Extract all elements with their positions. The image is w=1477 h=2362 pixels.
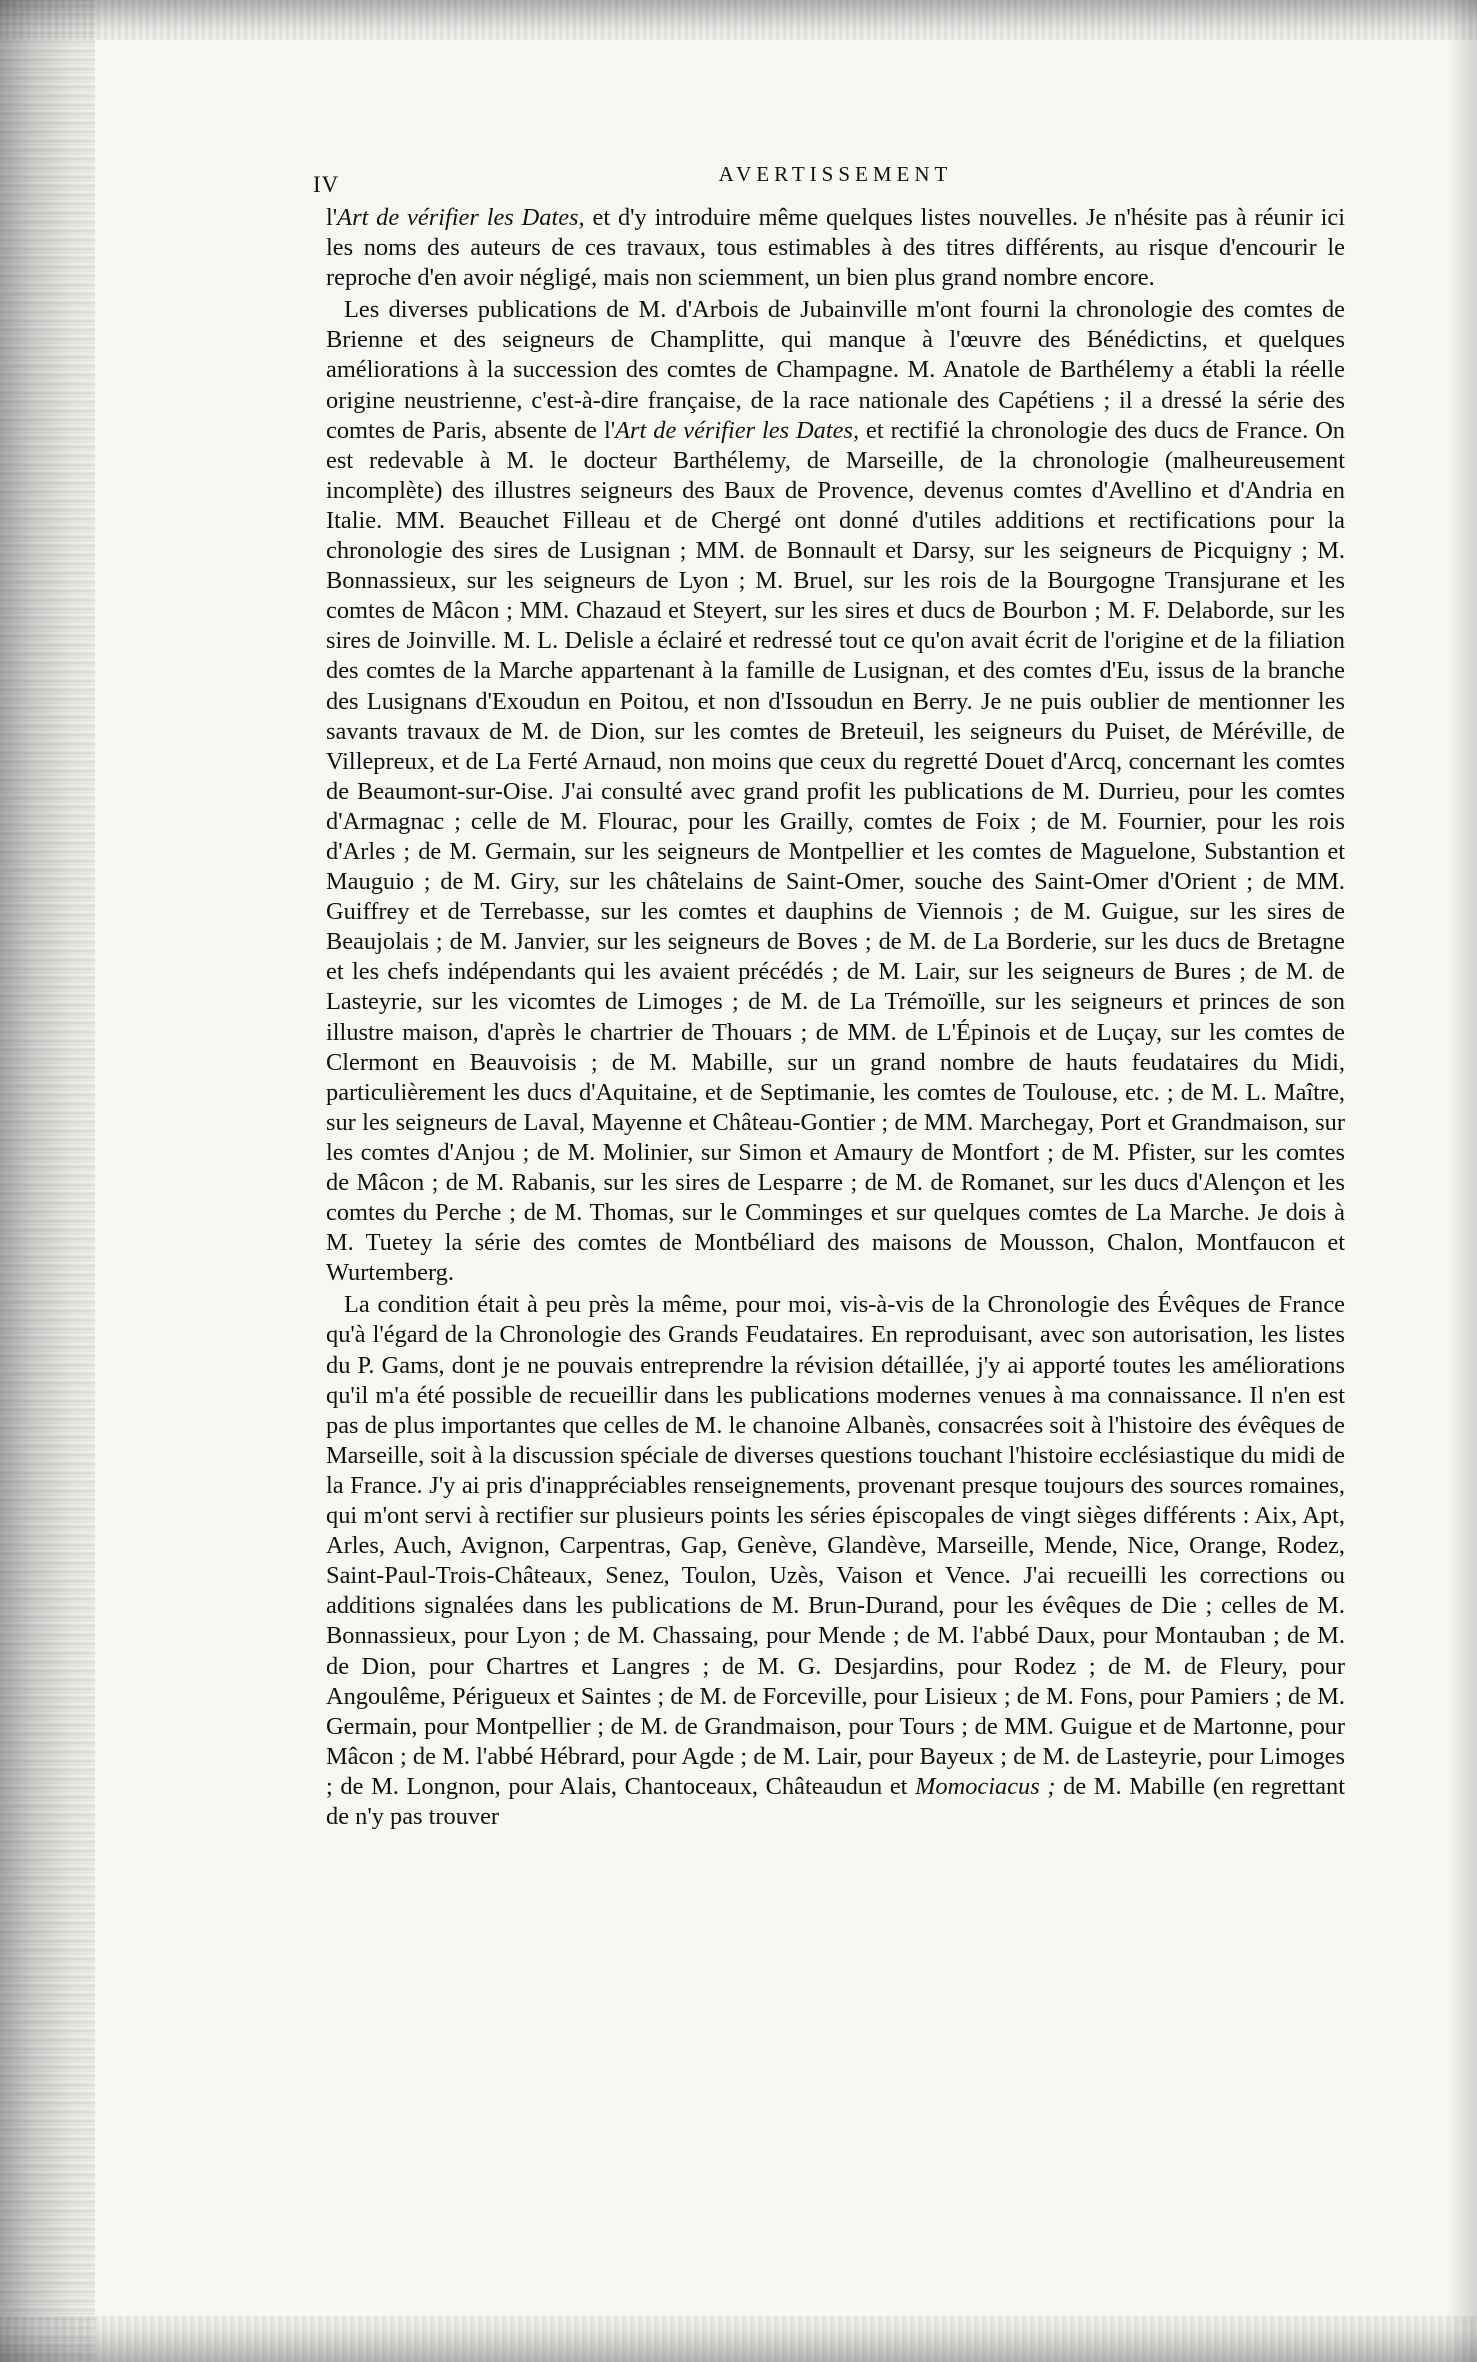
scan-edge-top (0, 0, 1477, 40)
text-run: de M. Mabille (en regrettant de n'y pas trouver (326, 1772, 1345, 1830)
text-run: et rectifié la chronologie des ducs de France. On est redevable à M. le docteur Barthélemy, de Marseille, de la chronologie (malheureusement incomplète) des illustres seigneurs des Baux de Provence, devenus comtes d'Avellino et d'Andria en Italie. MM. Beauchet Filleau et de Chergé ont donné d'utiles additions et rectifications pour la chronologie des sires de Lusignan ; MM. de Bonnault et Darsy, sur les seigneurs de Picquigny ; M. Bonnassieux, sur les seigneurs de Lyon ; M. Bruel, sur les rois de la Bourgogne Transjurane et les comtes de Mâcon ; MM. Chazaud et Steyert, sur les sires et ducs de Bourbon ; M. F. Delaborde, sur les sires de Joinville. M. L. Delisle a éclairé et redressé tout ce qu'on avait écrit de l'origine et de la filiation des comtes de la Marche appartenant à la famille de Lusignan, et des comtes d'Eu, issus de la branche des Lusignans d'Exoudun en Poitou, et non d'Issoudun en Berry. Je ne puis oublier de mentionner les savants travaux de M. de Dion, sur les comtes de Breteuil, les seigneurs du Puiset, de Méréville, de Villepreux, et de La Ferté Arnaud, non moins que ceux du regretté Douet d'Arcq, concernant les comtes de Beaumont-sur-Oise. J'ai consulté avec grand profit les publications de M. Durrieu, pour les comtes d'Armagnac ; celle de M. Flourac, pour les Grailly, comtes de Foix ; de M. Fournier, pour les rois d'Arles ; de M. Germain, sur les seigneurs de Montpellier et les comtes de Maguelone, Substantion et Mauguio ; de M. Giry, sur les châtelains de Saint-Omer, souche des Saint-Omer d'Orient ; de MM. Guiffrey et de Terrebasse, sur les comtes et dauphins de Viennois ; de M. Guigue, sur les sires de Beaujolais ; de M. Janvier, sur les seigneurs de Boves ; de M. de La Borderie, sur les ducs de Bretagne et les chefs indépendants qui les avaient précédés ; de M. Lair, sur les seigneurs de Bures ; de M. de Lasteyrie, sur les vicomtes de Limoges ; de M. de La Trémoïlle, sur les seigneurs et princes de son illustre maison, d'après le chartrier de Thouars ; de MM. de L'Épinois et de Luçay, sur les comtes de Clermont en Beauvoisis ; de M. Mabille, sur un grand nombre de hauts feudataires du Midi, particulièrement les ducs d'Aquitaine, et de Septimanie, les comtes de Toulouse, etc. ; de M. L. Maître, sur les seigneurs de Laval, Mayenne et Château-Gontier ; de MM. Marchegay, Port et Grandmaison, sur les comtes d'Anjou ; de M. Molinier, sur Simon et Amaury de Montfort ; de M. Pfister, sur les comtes de Mâcon ; de M. Rabanis, sur les sires de Lesparre ; de M. de Romanet, sur les ducs d'Alençon et les comtes du Perche ; de M. Thomas, sur le Comminges et sur quelques comtes de La Marche. Je dois à M. Tuetey la série des comtes de Montbéliard des maisons de Mousson, Chalon, Montfaucon et Wurtemberg. (326, 416, 1346, 1287)
italic-title-run: Art de vérifier les Dates, (337, 204, 585, 231)
italic-title-run: Momociacus ; (915, 1772, 1056, 1800)
text-body (326, 203, 1345, 1832)
paragraph-p2 (326, 295, 1345, 1288)
page-header (313, 160, 1358, 196)
paragraph-p3 (326, 1290, 1345, 1832)
text-run: et d'y introduire même quelques listes nouvelles. Je n'hésite pas à réunir ici les noms des auteurs de ces travaux, tous estimables à des titres différents, au risque d'encourir le reproche d'en avoir négligé, mais non sciemment, un bien plus grand nombre encore. (326, 204, 1345, 292)
italic-title-run: Art de vérifier les Dates, (615, 416, 860, 444)
paragraph-p1 (326, 203, 1345, 293)
scan-edge-bottom (0, 2316, 1477, 2362)
running-title: AVERTISSEMENT (718, 162, 953, 186)
scan-edge-left (0, 0, 95, 2362)
page-number: IV (313, 172, 340, 197)
text-run: La condition était à peu près la même, pour moi, vis-à-vis de la Chronologie des Évêques de France qu'à l'égard de la Chronologie des Grands Feudataires. En reproduisant, avec son autorisation, les listes du P. Gams, dont je ne pouvais entreprendre la révision détaillée, j'y ai apporté toutes les améliorations qu'il m'a été possible de recueillir dans les publications modernes venues à ma connaissance. Il n'en est pas de plus importantes que celles de M. le chanoine Albanès, consacrées soit à l'histoire des évêques de Marseille, soit à la discussion spéciale de diverses questions touchant l'histoire ecclésiastique du midi de la France. J'y ai pris d'inappréciables renseignements, provenant presque toujours des sources romaines, qui m'ont servi à rectifier sur plusieurs points les séries épiscopales de vingt sièges différents : Aix, Apt, Arles, Auch, Avignon, Carpentras, Gap, Genève, Glandève, Marseille, Mende, Nice, Orange, Rodez, Saint-Paul-Trois-Châteaux, Senez, Toulon, Uzès, Vaison et Vence. J'ai recueilli les corrections ou additions signalées dans les publications de M. Brun-Durand, pour les évêques de Die ; celles de M. Bonnassieux, pour Lyon ; de M. Chassaing, pour Mende ; de M. l'abbé Daux, pour Montauban ; de M. de Dion, pour Chartres et Langres ; de M. G. Desjardins, pour Rodez ; de M. de Fleury, pour Angoulême, Périgueux et Saintes ; de M. de Forceville, pour Lisieux ; de M. Fons, pour Pamiers ; de M. Germain, pour Montpellier ; de M. de Grandmaison, pour Tours ; de MM. Guigue et de Martonne, pour Mâcon ; de M. l'abbé Hébrard, pour Agde ; de M. Lair, pour Bayeux ; de M. de Lasteyrie, pour Limoges ; de M. Longnon, pour Alais, Chantoceaux, Châteaudun et (326, 1291, 1345, 1800)
text-run: l' (326, 204, 338, 231)
scan-edge-right (1447, 0, 1477, 2362)
text-run: Les diverses publications de M. d'Arbois de Jubainville m'ont fourni la chronologie des comtes de Brienne et des seigneurs de Champlitte, qui manque à l'œuvre des Bénédictins, et quelques améliorations à la succession des comtes de Champagne. M. Anatole de Barthélemy a établi la réelle origine neustrienne, c'est-à-dire française, de la race nationale des Capétiens ; il a dressé la série des comtes de Paris, absente de l' (326, 296, 1345, 444)
